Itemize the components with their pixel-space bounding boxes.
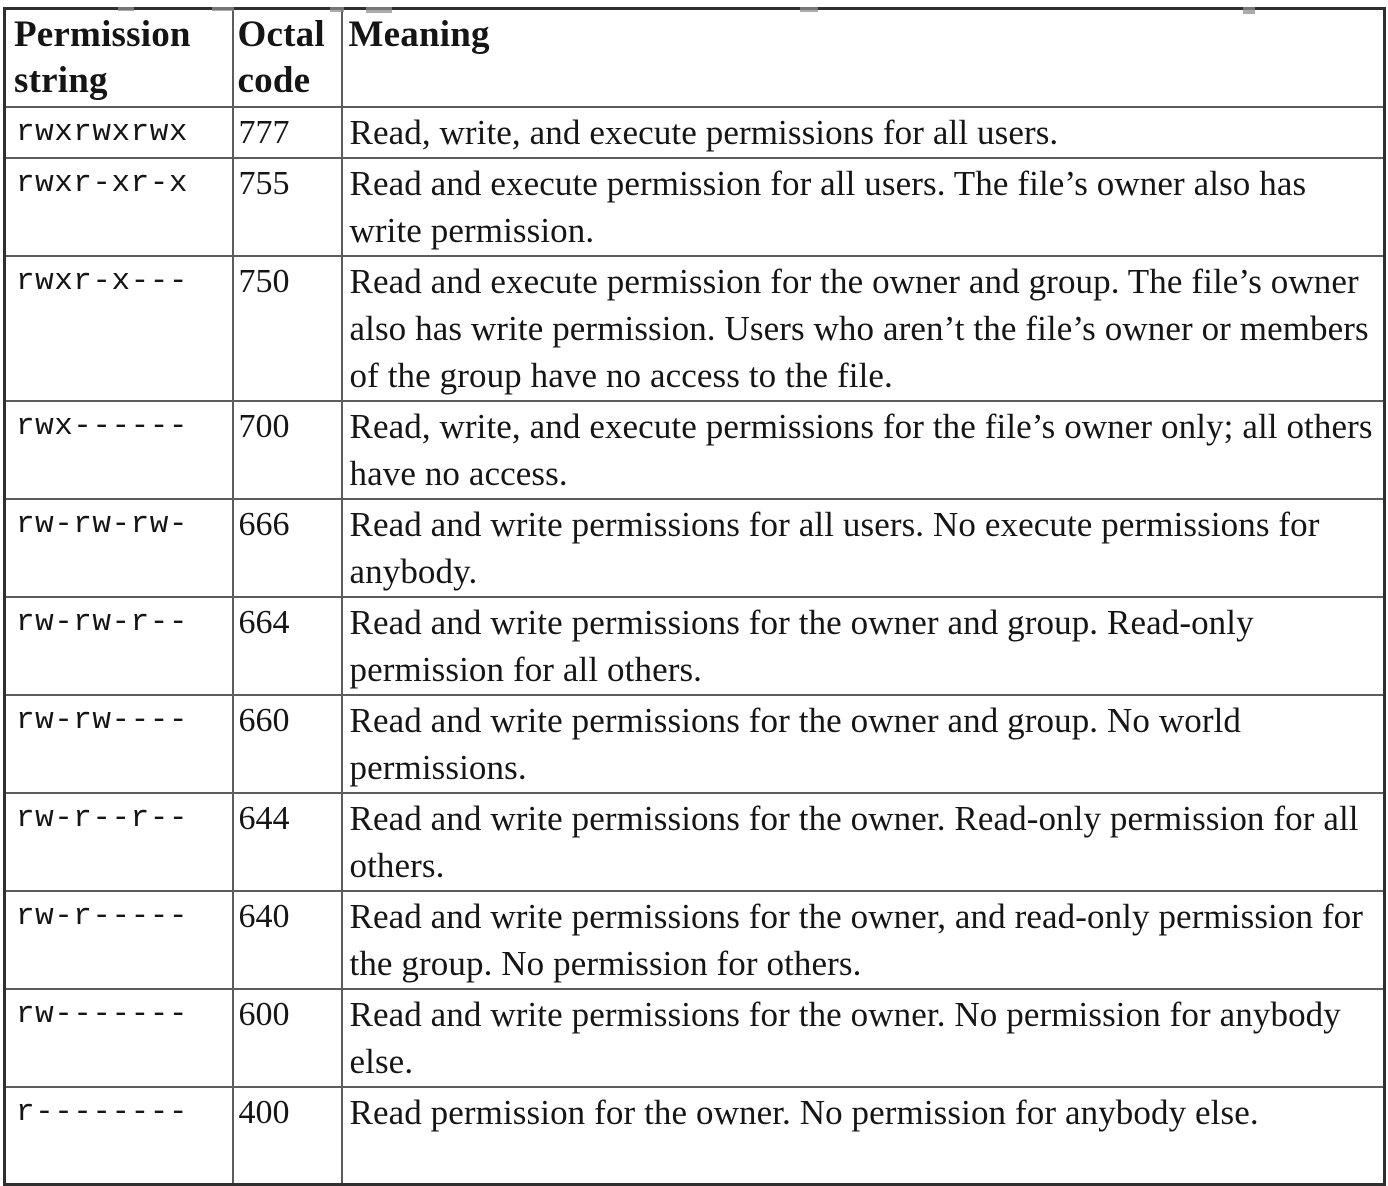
header-row [5, 9, 1385, 108]
permission-string-cell: rw-rw---- [5, 695, 233, 793]
permission-string-cell: rw-rw-r-- [5, 597, 233, 695]
meaning-cell: Read permission for the owner. No permission for anybody else. [342, 1087, 1385, 1185]
cropped-text-artifact [118, 7, 134, 11]
permission-string-cell: rw-r--r-- [5, 793, 233, 891]
permission-string-cell: rwxrwxrwx [5, 107, 233, 158]
octal-code-cell: 750 [233, 256, 342, 401]
octal-code-cell: 600 [233, 989, 342, 1087]
cropped-text-artifact [330, 7, 344, 12]
cropped-text-artifact [366, 7, 392, 13]
table-row [5, 891, 1385, 989]
permission-string-cell: rwxr-x--- [5, 256, 233, 401]
permission-string-cell: rwx------ [5, 401, 233, 499]
table-row [5, 401, 1385, 499]
permissions-table [3, 7, 1386, 1186]
octal-code-cell: 640 [233, 891, 342, 989]
table-row [5, 107, 1385, 158]
permission-string-cell: rw-r----- [5, 891, 233, 989]
table-row [5, 597, 1385, 695]
octal-code-cell: 755 [233, 158, 342, 256]
octal-code-cell: 700 [233, 401, 342, 499]
table-row [5, 1087, 1385, 1185]
cropped-text-artifact [212, 7, 234, 11]
table-row [5, 499, 1385, 597]
column-header-octal-code: Octal code [233, 9, 342, 108]
table-row [5, 989, 1385, 1087]
table-row [5, 793, 1385, 891]
octal-code-cell: 660 [233, 695, 342, 793]
table-row [5, 256, 1385, 401]
octal-code-cell: 664 [233, 597, 342, 695]
meaning-cell: Read and write permissions for the owner. No permission for anybody else. [342, 989, 1385, 1087]
permission-string-cell: r-------- [5, 1087, 233, 1185]
meaning-cell: Read and write permissions for the owner and group. Read-only permission for all others. [342, 597, 1385, 695]
octal-code-cell: 666 [233, 499, 342, 597]
meaning-cell: Read, write, and execute permissions for all users. [342, 107, 1385, 158]
meaning-cell: Read and write permissions for all users. No execute permissions for anybody. [342, 499, 1385, 597]
meaning-cell: Read and write permissions for the owner, and read-only permission for the group. No permission for others. [342, 891, 1385, 989]
meaning-cell: Read and execute permission for all users. The file’s owner also has write permission. [342, 158, 1385, 256]
meaning-cell: Read and write permissions for the owner and group. No world permissions. [342, 695, 1385, 793]
octal-code-cell: 777 [233, 107, 342, 158]
column-header-permission-string: Permission string [5, 9, 233, 108]
cropped-text-artifact [800, 7, 818, 12]
permission-string-cell: rwxr-xr-x [5, 158, 233, 256]
meaning-cell: Read and execute permission for the owner and group. The file’s owner also has write permission. Users who aren’t the file’s owner or members of the group have no access to the file. [342, 256, 1385, 401]
permission-string-cell: rw-rw-rw- [5, 499, 233, 597]
table-row [5, 158, 1385, 256]
meaning-cell: Read and write permissions for the owner. Read-only permission for all others. [342, 793, 1385, 891]
octal-code-cell: 644 [233, 793, 342, 891]
cropped-text-artifact [1243, 7, 1255, 14]
meaning-cell: Read, write, and execute permissions for the file’s owner only; all others have no access. [342, 401, 1385, 499]
octal-code-cell: 400 [233, 1087, 342, 1185]
permission-string-cell: rw------- [5, 989, 233, 1087]
table-row [5, 695, 1385, 793]
column-header-meaning: Meaning [342, 9, 1385, 108]
